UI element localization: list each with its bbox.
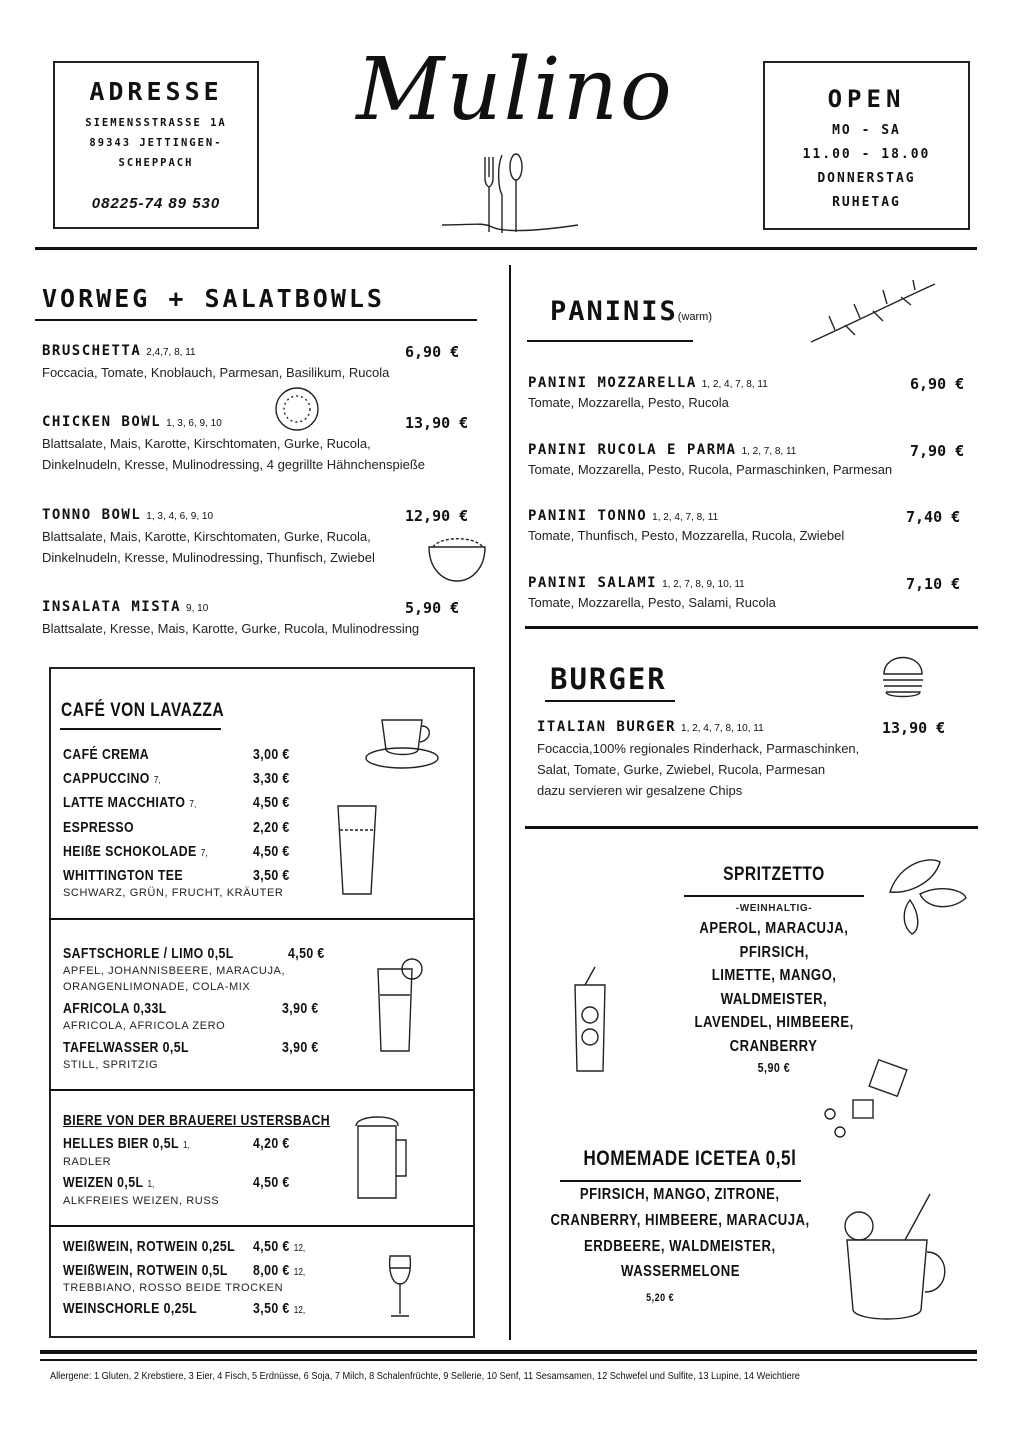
soft-drink-options: ORANGENLIMONADE, COLA-MIX [63,981,251,993]
burger-description: dazu servieren wir gesalzene Chips [537,783,743,798]
allergen-codes: 7, [153,775,161,787]
coffee-item-label: CAFÉ CREMA [63,746,150,763]
burger-underline [545,700,675,702]
allergen-codes: 1, 2, 7, 8, 9, 10, 11 [662,579,745,591]
panini-item-name-label: PANINI TONNO [528,508,648,525]
footer-rule-thin [40,1359,977,1361]
basil-leaves-icon [880,852,970,937]
beer-item [63,1135,190,1152]
icetea-underline [560,1180,801,1182]
spritzetto-subtitle: -WEINHALTIG- [735,903,813,914]
wine-price [253,1238,305,1255]
panini-description: Tomate, Mozzarella, Pesto, Rucola, Parmaschinken, Parmesan [528,461,893,477]
spritzetto-flavor-line [674,991,874,1009]
address-city: 89343 JETTINGEN- [89,137,223,149]
panini-item-name [528,375,768,391]
closed-day: DONNERSTAG [817,171,916,186]
starter-item-name [42,599,208,615]
allergen-codes: 2,4,7, 8, 11 [146,347,196,358]
spritz-glass-icon [565,965,620,1075]
allergen-codes: 1, 2, 7, 8, 11 [741,445,797,457]
starter-description: Dinkelnudeln, Kresse, Mulinodressing, Thunfisch, Zwiebel [42,549,375,565]
allergen-codes: 12, [293,1243,306,1254]
wine-name: WEIßWEIN, ROTWEIN 0,5L [63,1262,228,1279]
icetea-flavor-text: WASSERMELONE [620,1263,740,1281]
coffee-price: 3,50 € [253,867,290,884]
drinks-divider-2 [49,1089,475,1091]
soft-drink-price: 3,90 € [282,1000,319,1017]
lemonade-glass-icon [370,955,430,1055]
wine-name: WEIßWEIN, ROTWEIN 0,25L [63,1238,236,1255]
panini-item-name [528,508,718,524]
paninis-note: (warm) [677,311,713,323]
starter-price: 13,90 € [405,414,469,432]
beer-price: 4,20 € [253,1135,290,1152]
coffee-item-label: LATTE MACCHIATO [63,794,186,812]
tea-varieties: SCHWARZ, GRÜN, FRUCHT, KRÄUTER [63,887,284,899]
starter-description: Blattsalate, Mais, Karotte, Kirschtomaten, Gurke, Rucola, [42,529,371,544]
burger-price: 13,90 € [882,719,946,737]
panini-item-name-label: PANINI MOZZARELLA [528,375,697,391]
starter-item-name [42,343,196,359]
wine-price-value: 4,50 € [253,1238,290,1255]
spritzetto-flavor-text: CRANBERRY [730,1037,818,1055]
cutlery-icon [440,145,580,240]
starter-item-name-label: CHICKEN BOWL [42,414,162,430]
rosemary-icon [805,278,940,348]
soft-drink-price: 3,90 € [282,1039,319,1056]
opening-hours-box [763,61,970,230]
icetea-title-text: HOMEMADE ICETEA 0,5l [583,1147,797,1170]
panini-price: 6,90 € [910,375,965,393]
coffee-price: 3,00 € [253,746,290,763]
icetea-flavor-text: CRANBERRY, HIMBEERE, MARACUJA, [550,1211,810,1229]
coffee-price: 4,50 € [253,794,290,812]
beer-title: BIERE VON DER BRAUEREI USTERSBACH [63,1112,331,1129]
beer-options: ALKFREIES WEIZEN, RUSS [63,1195,220,1207]
spritzetto-flavor-text: PFIRSICH, [739,943,809,961]
icetea-flavor-line [520,1238,840,1256]
ice-cubes-icon [815,1052,920,1147]
drinks-divider-3 [49,1225,475,1227]
allergen-codes: 7, [200,847,208,859]
panini-description: Tomate, Mozzarella, Pesto, Salami, Rucola [528,595,776,611]
wine-glass-icon [385,1252,415,1322]
panini-description: Tomate, Thunfisch, Pesto, Mozzarella, Rucola, Zwiebel [528,528,845,544]
allergen-codes: 1, 2, 4, 7, 8, 11 [652,512,719,524]
panini-price: 7,10 € [906,575,961,594]
starter-price: 12,90 € [405,507,469,525]
paninis-divider [525,626,978,629]
starter-item-name [42,507,213,523]
wine-price [253,1300,305,1317]
coffee-item [63,867,183,884]
icetea-flavor-line [520,1186,840,1204]
coffee-item-label: CAPPUCCINO [63,770,150,788]
spritzetto-title [684,864,864,886]
beer-item-label: HELLES BIER 0,5L [63,1135,179,1152]
soft-drink-options: STILL, SPRITZIG [63,1059,159,1071]
wine-price-value: 8,00 € [253,1262,290,1279]
allergen-codes: 1, 3, 4, 6, 9, 10 [146,511,214,522]
wine-price [253,1262,305,1279]
coffee-item [63,843,208,860]
drinks-divider-1 [49,918,475,920]
open-title: OPEN [827,85,906,113]
coffee-title-text: CAFÉ VON LAVAZZA [61,700,225,721]
soft-drink-name: AFRICOLA 0,33L [63,1000,167,1017]
icetea-flavor-text: ERDBEERE, WALDMEISTER, [584,1237,776,1255]
spritzetto-title-text: SPRITZETTO [723,864,825,885]
burger-description: Focaccia,100% regionales Rinderhack, Parmaschinken, [537,741,860,756]
wine-name: WEINSCHORLE 0,25L [63,1300,198,1317]
address-text [55,113,257,173]
soft-drink-name: SAFTSCHORLE / LIMO 0,5L [63,945,234,962]
spritzetto-flavor-text: LAVENDEL, HIMBEERE, [694,1014,854,1031]
coffee-title [61,700,260,722]
spritzetto-price-text: 5,90 € [757,1060,791,1075]
burger-description: Salat, Tomate, Gurke, Zwiebel, Rucola, Parmesan [537,762,826,777]
opening-hours-text [765,119,968,215]
mule-mug-icon [835,1190,960,1325]
paninis-underline [527,340,693,342]
spritzetto-flavor-line [674,967,874,985]
starter-item-name-label: INSALATA MISTA [42,599,182,615]
starter-item-name-label: BRUSCHETTA [42,343,142,359]
spritzetto-flavor-text: WALDMEISTER, [720,990,828,1008]
panini-item-name [528,575,745,591]
open-days: MO - SA [832,123,901,138]
starter-description: Blattsalate, Kresse, Mais, Karotte, Gurke, Rucola, Mulinodressing [42,621,420,636]
starter-price: 5,90 € [405,599,460,617]
brand-logo: Mulino [356,40,674,140]
coffee-price: 3,30 € [253,770,290,788]
starters-underline [35,319,477,321]
coffee-cup-icon [360,712,445,774]
beer-options: RADLER [63,1156,112,1168]
allergen-codes: 9, 10 [186,603,209,614]
latte-glass-icon [332,800,382,900]
panini-item-name-label: PANINI SALAMI [528,575,658,592]
starter-description: Foccacia, Tomate, Knoblauch, Parmesan, Basilikum, Rucola [42,365,390,380]
burger-icon [880,652,925,702]
soft-drink-name: TAFELWASSER 0,5L [63,1039,189,1056]
starter-item-name-label: TONNO BOWL [42,507,142,523]
column-divider [509,265,511,1340]
panini-price: 7,90 € [910,441,965,460]
spritzetto-underline [684,895,864,897]
coffee-item-label: WHITTINGTON TEE [63,867,184,884]
burger-item-name-label: ITALIAN BURGER [537,719,677,735]
icetea-price [560,1288,760,1306]
allergen-codes: 12, [293,1305,306,1316]
coffee-item [63,746,149,763]
beer-price: 4,50 € [253,1174,290,1191]
icetea-flavor-text: PFIRSICH, MANGO, ZITRONE, [580,1186,780,1203]
paninis-title: PANINIS [550,296,678,327]
address-city-2: SCHEPPACH [118,157,194,169]
spritzetto-flavor-line [674,1014,874,1032]
cucumber-slice-icon [272,384,322,434]
coffee-item [63,770,161,787]
header-divider [35,247,977,250]
allergen-codes: 1, 2, 4, 7, 8, 11 [701,379,768,390]
allergen-codes: 1, 3, 6, 9, 10 [166,418,222,429]
panini-item-name [528,442,796,458]
paninis-heading [550,296,712,327]
closed-label: RUHETAG [832,195,901,210]
coffee-item-label: HEIßE SCHOKOLADE [63,842,197,860]
spritzetto-flavor-text: LIMETTE, MANGO, [711,967,837,984]
beer-item-label: WEIZEN 0,5L [63,1174,144,1191]
beer-mug-icon [350,1110,415,1205]
coffee-price: 2,20 € [253,818,290,836]
spritzetto-flavor-text: APEROL, MARACUJA, [699,920,849,937]
icetea-price-text: 5,20 € [645,1292,675,1304]
beer-item [63,1174,154,1191]
panini-description: Tomate, Mozzarella, Pesto, Rucola [528,395,729,410]
icetea-flavor-line [520,1263,840,1281]
phone-number: 08225-74 89 530 [91,195,221,212]
coffee-price: 4,50 € [253,842,290,860]
starter-price: 6,90 € [405,343,460,361]
coffee-underline [60,728,221,730]
allergen-codes: 1, [183,1140,190,1151]
coffee-item-label: ESPRESSO [63,818,134,836]
footer-rule-thick [40,1350,977,1354]
burger-divider [525,826,978,829]
allergen-codes: 1, 2, 4, 7, 8, 10, 11 [681,723,764,734]
address-title: ADRESSE [89,77,223,106]
soft-drink-price: 4,50 € [288,945,325,962]
address-box [53,61,259,229]
starters-title: VORWEG + SALATBOWLS [42,284,385,313]
soft-drink-options: AFRICOLA, AFRICOLA ZERO [63,1020,226,1032]
burger-title: BURGER [550,662,667,696]
coffee-item [63,819,134,836]
panini-item-name-label: PANINI RUCOLA E PARMA [528,441,737,458]
starter-description: Blattsalate, Mais, Karotte, Kirschtomaten, Gurke, Rucola, [42,436,371,451]
wine-price-value: 3,50 € [253,1300,290,1317]
allergen-legend: Allergene: 1 Gluten, 2 Krebstiere, 3 Eier, 4 Fisch, 5 Erdnüsse, 6 Soja, 7 Milch, 8 Schalenfrüchte, 9 Sellerie, 10 Senf, 11 Sesamsamen, 12 Schwefel und Sulfite, 13 Lupine, 14 Weichtiere [50,1371,800,1382]
burger-item-name [537,719,764,735]
icetea-title [560,1147,800,1171]
starter-item-name [42,414,222,430]
panini-price: 7,40 € [906,508,961,527]
address-street: SIEMENSSTRASSE 1A [85,117,227,129]
allergen-codes: 12, [293,1267,306,1278]
salad-bowl-icon [425,535,490,585]
allergen-codes: 7, [189,799,197,811]
soft-drink-options: APFEL, JOHANNISBEERE, MARACUJA, [63,965,286,977]
starter-description: Dinkelnudeln, Kresse, Mulinodressing, 4 gegrillte Hähnchenspieße [42,456,425,472]
allergen-codes: 1, [147,1179,155,1190]
spritzetto-flavor-line [674,944,874,962]
wine-options: TREBBIANO, ROSSO BEIDE TROCKEN [63,1282,284,1294]
spritzetto-flavor-line [674,920,874,938]
coffee-item [63,794,196,811]
open-hours: 11.00 - 18.00 [802,147,931,162]
icetea-flavor-line [520,1212,840,1230]
